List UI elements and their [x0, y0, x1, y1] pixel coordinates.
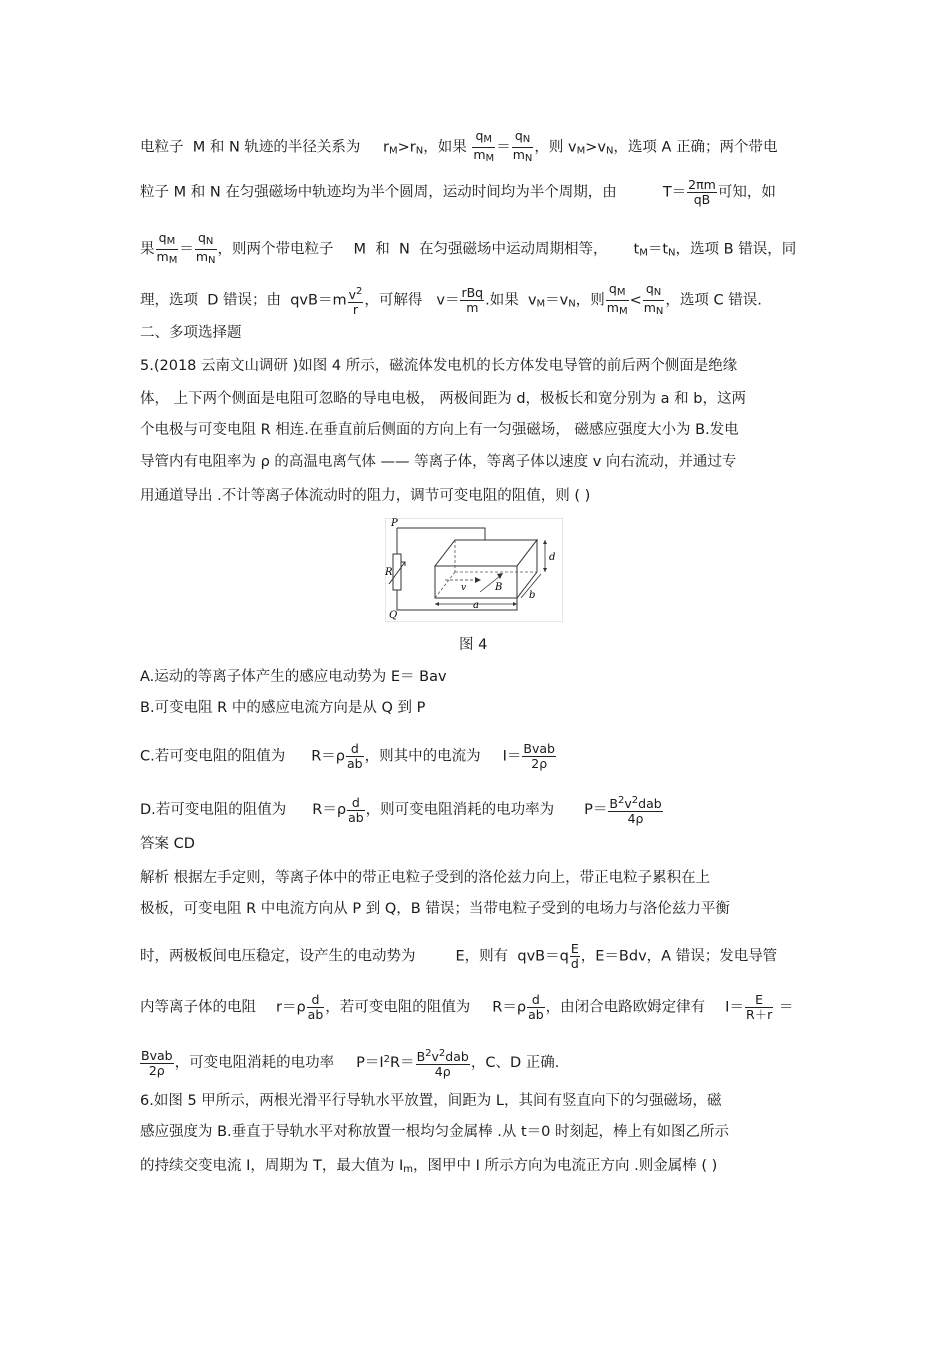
fraction-v2-r: $\frac{v^2}{r}$: [348, 285, 363, 317]
label-R: R: [385, 567, 393, 578]
option-c: C.若可变电阻的阻值为 R＝ρ $\frac{d}{ab}$ ，则其中的电流为 I＝ Bvab 2ρ: [140, 741, 555, 771]
option-d: D.若可变电阻的阻值为 R＝ρ $\frac{d}{ab}$ ，则可变电阻消耗的电功率为 P＝ $B^2v^2dab$ 4ρ: [140, 794, 662, 826]
label-b: b: [529, 590, 536, 601]
fraction-qm-mm: $\frac{q_M}{m_M}$: [473, 128, 495, 164]
q6-line-1: 6.如图 5 甲所示，两根光滑平行导轨水平放置，间距为 L，其间有竖直向下的匀强磁场，磁: [140, 1093, 722, 1109]
prev-line-1: 电粒子 M 和 N 轨迹的半径关系为 $r_M>r_N$，如果 $\frac{q_M}{m_M}$ ＝ $\frac{q_N}{m_N}$ ，则 $v_M>v_N$，选项 A 正确；两个带电: [140, 128, 778, 164]
q5-line-4: 导管内有电阻率为 ρ 的高温电离气体 —— 等离子体，等离子体以速度 v 向右流动，并通过专: [140, 454, 737, 470]
option-b: B.可变电阻 R 中的感应电流方向是从 Q 到 P: [140, 700, 426, 716]
q5-line-1: 5.(2018 云南文山调研 )如图 4 所示，磁流体发电机的长方体发电导管的前后两个侧面是绝缘: [140, 358, 738, 374]
fraction-qn-mn-3: $\frac{q_N}{m_N}$: [643, 281, 664, 317]
explanation-line-5: Bvab 2ρ ，可变电阻消耗的电功率 $P=I^2R=$ $B^2v^2dab$ 4ρ ，C、D 正确.: [141, 1047, 560, 1079]
label-Q: Q: [389, 610, 398, 621]
fraction-rbq-m: rBq m: [461, 285, 484, 315]
q5-line-3: 个电极与可变电阻 R 相连.在垂直前后侧面的方向上有一匀强磁场， 磁感应强度大小为 B.发电: [140, 422, 739, 438]
q6-line-3: 的持续交变电流 I，周期为 T，最大值为 $I_m$，图甲中 I 所示方向为电流正方向 .则金属棒 ( ): [140, 1158, 718, 1175]
section-heading: 二、多项选择题: [140, 325, 242, 341]
explanation-line-1: 解析 根据左手定则，等离子体中的带正电粒子受到的洛伦兹力向上，带正电粒子累积在上: [140, 870, 711, 886]
fraction-period: $\frac{2\pi m}{qB}$: [688, 177, 716, 207]
fraction-qm-mm-3: $\frac{q_M}{m_M}$: [606, 281, 628, 317]
explanation-line-3: 时，两极板间电压稳定，设产生的电动势为 E，则有 qvB＝q $\frac{E}{d}$ ，E＝Bdv，A 错误；发电导管: [140, 941, 778, 971]
prev-line-3: 果 $\frac{q_M}{m_M}$ ＝ $\frac{q_N}{m_N}$ ，则两个带电粒子 M 和 N 在匀强磁场中运动周期相等， $t_M=t_N$，选项 B 错误，同: [140, 230, 797, 266]
answer-line: 答案 CD: [140, 836, 195, 852]
q6-line-2: 感应强度为 B.垂直于导轨水平对称放置一根均匀金属棒 .从 t＝0 时刻起，棒上有如图乙所示: [140, 1124, 730, 1140]
q5-line-5: 用通道导出 .不计等离子体流动时的阻力，调节可变电阻的阻值，则 ( ): [140, 488, 591, 504]
q5-line-2: 体， 上下两个侧面是电阻可忽略的导电电极， 两极间距为 d，极板长和宽分别为 a 和 b，这两: [140, 391, 746, 407]
prev-line-4: 理，选项 D 错误；由 qvB＝m $\frac{v^2}{r}$ ，可解得 v＝ rBq m .如果 $v_M=v_N$，则 $\frac{q_M}{m_M}$ < $\frac{q_N}{m_N}$ ，选项 C 错误.: [140, 281, 762, 317]
prev-line-2: 粒子 M 和 N 在匀强磁场中轨迹均为半个圆周，运动时间均为半个周期，由 T＝ $\frac{2\pi m}{qB}$ 可知，如: [140, 177, 776, 207]
label-d: d: [549, 552, 556, 563]
label-B: B: [495, 582, 503, 593]
label-P: P: [391, 518, 398, 529]
fraction-qm-mm-2: $\frac{q_M}{m_M}$: [156, 230, 178, 266]
fraction-qn-mn: $\frac{q_N}{m_N}$: [512, 128, 533, 164]
label-a: a: [473, 600, 479, 611]
explanation-line-4: 内等离子体的电阻 r＝ρ $\frac{d}{ab}$ ，若可变电阻的阻值为 R＝ρ $\frac{d}{ab}$ ，由闭合电路欧姆定律有 I＝ $\frac{E}{R+r}$ ＝: [140, 992, 794, 1022]
label-v: v: [461, 583, 467, 593]
figure-4-diagram: [385, 518, 563, 622]
fraction-qn-mn-2: $\frac{q_N}{m_N}$: [195, 230, 216, 266]
explanation-line-2: 极板，可变电阻 R 中电流方向从 P 到 Q，B 错误；当带电粒子受到的电场力与洛伦兹力平衡: [140, 901, 730, 917]
figure-caption: 图 4: [459, 637, 488, 653]
option-a: A.运动的等离子体产生的感应电动势为 E＝ Bav: [140, 669, 447, 685]
